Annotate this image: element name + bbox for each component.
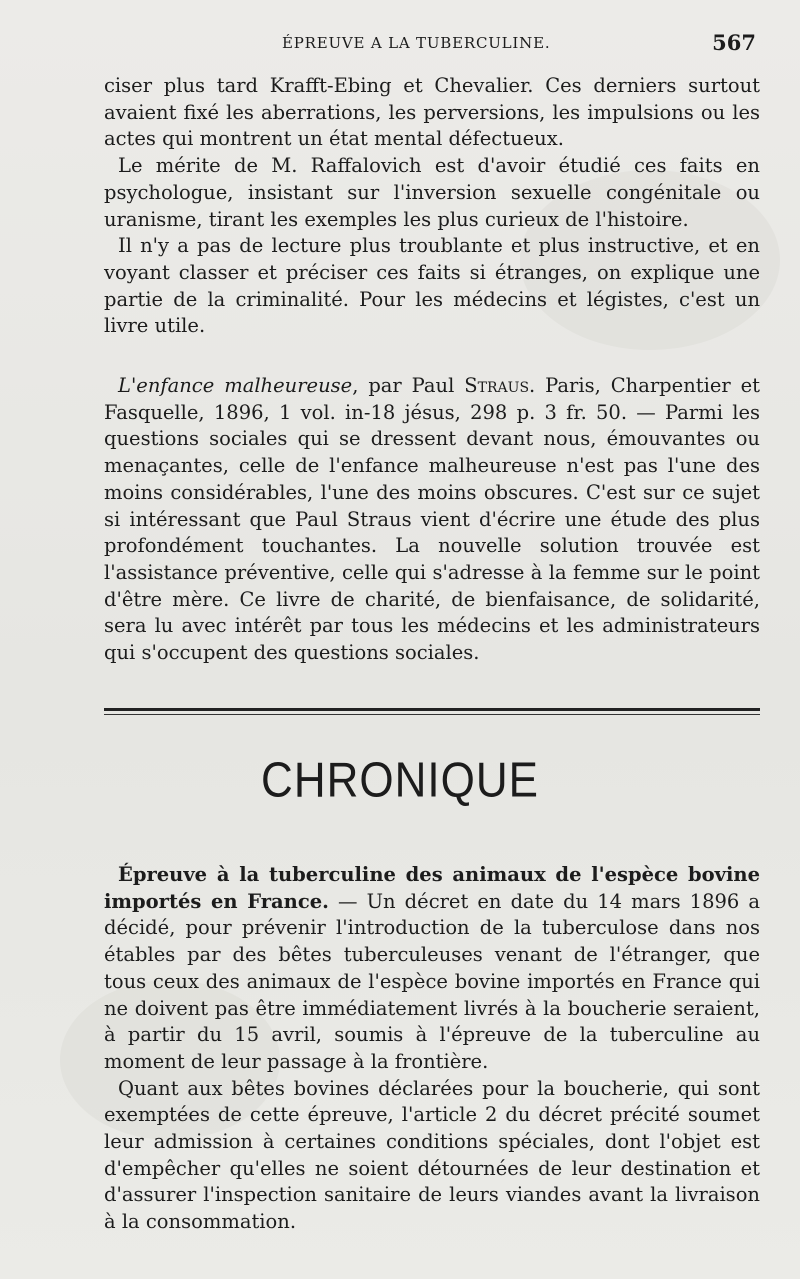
divider-thin bbox=[104, 714, 760, 715]
running-head: ÉPREUVE A LA TUBERCULINE. bbox=[282, 34, 551, 52]
paragraph: Quant aux bêtes bovines déclarées pour la boucherie, qui sont exemptées de cette épreuve, l'article 2 du décret précité soumet leur admission à certaines conditions spéciales, dont l'objet est d'empêcher qu'elles ne soient détournées de leur destination et d'assurer l'inspection sanitaire de leurs viandes avant la livraison à la consommation. bbox=[104, 1076, 760, 1234]
paragraph bbox=[104, 862, 760, 1076]
divider-thick bbox=[104, 708, 760, 711]
section-title: CHRONIQUE bbox=[261, 753, 539, 808]
review-byline: , par Paul bbox=[352, 374, 465, 397]
article-heading: Épreuve à la tuberculine des animaux de l'espèce bovine importés en France. bbox=[104, 863, 760, 913]
review-author: Straus bbox=[464, 374, 530, 397]
article-body: — Un décret en date du 14 mars 1896 a décidé, pour prévenir l'introduction de la tuberculose dans nos étables par des bêtes tuberculeuses venant de l'étranger, que tous ceux des animaux de l'espèce bovine importés en France qui ne doivent pas être immédiatement livrés à la boucherie seraient, à partir du 15 avril, soumis à l'épreuve de la tuberculine au moment de leur passage à la frontière. bbox=[104, 889, 760, 1073]
paragraph: Le mérite de M. Raffalovich est d'avoir étudié ces faits en psychologue, insistant sur l'inversion sexuelle congénitale ou uranisme, tirant les exemples les plus curieux de l'histoire. bbox=[104, 154, 760, 231]
paragraph: ciser plus tard Krafft-Ebing et Chevalier. Ces derniers surtout avaient fixé les aberrations, les perversions, les impulsions ou les actes qui montrent un état mental défectueux. bbox=[104, 74, 760, 151]
paragraph bbox=[104, 373, 760, 667]
paragraph: Il n'y a pas de lecture plus troublante et plus instructive, et en voyant classer et préciser ces faits si étranges, on explique une partie de la criminalité. Pour les médecins et légistes, c'est un livre utile. bbox=[104, 234, 760, 338]
page-header bbox=[104, 30, 756, 58]
review-body: . Paris, Charpentier et Fasquelle, 1896, 1 vol. in-18 jésus, 298 p. 3 fr. 50. — Parmi les questions sociales qui se dressent devant nous, émouvantes ou menaçantes, celle de l'enfance malheureuse n'est pas l'une des moins considérables, l'une des moins obscures. C'est sur ce sujet si intéressant que Paul Straus vient d'écrire une étude des plus profondément touchantes. La nouvelle solution trouvée est l'assistance préventive, celle qui s'adresse à la femme sur le point d'être mère. Ce livre de charité, de bienfaisance, de solidarité, sera lu avec intérêt par tous les médecins et les administrateurs qui s'occupent des questions sociales. bbox=[104, 374, 761, 665]
page-number: 567 bbox=[712, 30, 756, 55]
book-title: L'enfance malheureuse bbox=[118, 374, 353, 397]
book-review bbox=[104, 373, 760, 667]
review-continuation bbox=[104, 73, 760, 340]
chronique-article bbox=[104, 862, 760, 1236]
